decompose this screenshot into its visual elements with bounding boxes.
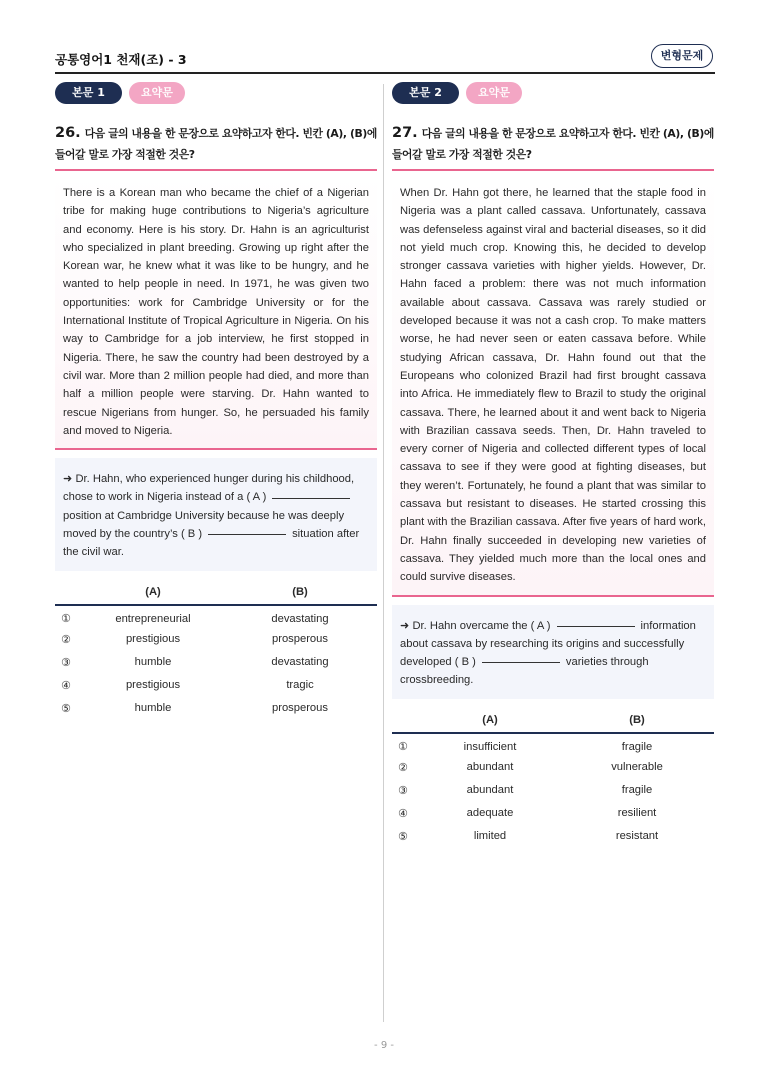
summary-tag: 요약문 bbox=[129, 82, 185, 104]
question-27 bbox=[392, 82, 714, 848]
choice-row[interactable] bbox=[55, 651, 377, 674]
choice-row[interactable] bbox=[392, 733, 714, 756]
summary-part-3: varieties through crossbreeding. bbox=[400, 656, 649, 687]
choice-b: fragile bbox=[621, 784, 653, 797]
choice-a: prestigious bbox=[125, 679, 181, 692]
column-a-header: (A) bbox=[83, 581, 223, 605]
summary-part-3: situation after the civil war. bbox=[63, 528, 360, 559]
passage-tag: 본문 1 bbox=[55, 82, 122, 104]
blank-a bbox=[272, 497, 350, 499]
choice-a: prestigious bbox=[125, 633, 181, 646]
choice-number: ④ bbox=[398, 806, 408, 820]
blank-b bbox=[482, 661, 560, 663]
choice-number: ⑤ bbox=[398, 829, 408, 843]
passage-tag: 본문 2 bbox=[392, 82, 459, 104]
column-b-header: (B) bbox=[560, 709, 714, 733]
choice-row[interactable] bbox=[392, 756, 714, 779]
choice-a: abundant bbox=[466, 784, 514, 797]
choice-a: adequate bbox=[466, 807, 514, 820]
choice-number: ② bbox=[398, 760, 408, 774]
choice-number: ⑤ bbox=[61, 701, 71, 715]
blank-b bbox=[208, 533, 286, 535]
summary-part-2: position at Cambridge University because he was deeply moved by the country’s ( B ) bbox=[63, 509, 345, 541]
summary-part-1: ➜ Dr. Hahn, who experienced hunger during his childhood, chose to work in Nigeria instead of a ( A ) bbox=[63, 473, 355, 504]
tag-row bbox=[55, 82, 377, 106]
choice-number: ② bbox=[61, 632, 71, 646]
choice-row[interactable] bbox=[55, 674, 377, 697]
summary-part-2: information about cassava by researching its origins and successfully developed ( B ) bbox=[400, 619, 696, 669]
passage-text: There is a Korean man who became the chief of a Nigerian tribe for making huge contributions to Nigeria’s agriculture and economy. Here is his story. Dr. Hahn is an agriculturist who specialized in plant breeding. Growing up right after the Korean war, he knew what it was like to be hungry, and he wanted to help people in need. In 1971, he was given two opportunities: work for Cambridge University or for the International Institute of Tropical Agriculture in Nigeria. On his way to Cambridge for a job interview, he first stopped in Nigeria. There, he saw the country had been destroyed by a civil war. More than 2 million people had died, and more than half a million people were starving. Dr. Hahn wanted to rescue Nigerians from hunger. So, he persuaded his family and moved to Nigeria. bbox=[55, 176, 377, 450]
choice-row[interactable] bbox=[55, 697, 377, 720]
choice-b: fragile bbox=[621, 740, 653, 753]
choice-b: tragic bbox=[286, 679, 314, 692]
choice-number: ④ bbox=[61, 678, 71, 692]
choice-a: limited bbox=[473, 830, 507, 843]
question-prompt bbox=[55, 123, 377, 171]
page-title: 공통영어1 천재(조) - 3 bbox=[55, 52, 187, 67]
choice-row[interactable] bbox=[55, 628, 377, 651]
blank-a bbox=[557, 625, 635, 627]
choice-row[interactable] bbox=[392, 802, 714, 825]
choice-number: ③ bbox=[61, 655, 71, 669]
choice-b: resistant bbox=[615, 830, 659, 843]
page-header bbox=[55, 44, 715, 74]
choice-a: abundant bbox=[466, 761, 514, 774]
question-text: 다음 글의 내용을 한 문장으로 요약하고자 한다. 빈칸 (A), (B)에 들어갈 말로 가장 적절한 것은? bbox=[55, 127, 377, 161]
choice-a: humble bbox=[134, 702, 172, 715]
column-divider bbox=[383, 84, 384, 1022]
summary-tag: 요약문 bbox=[466, 82, 522, 104]
summary-box bbox=[55, 458, 377, 570]
choice-b: prosperous bbox=[272, 633, 328, 646]
question-26 bbox=[55, 82, 377, 720]
choice-row[interactable] bbox=[392, 779, 714, 802]
choice-a: humble bbox=[134, 656, 172, 669]
choice-row[interactable] bbox=[55, 605, 377, 628]
choice-b: prosperous bbox=[272, 702, 328, 715]
type-badge: 변형문제 bbox=[651, 44, 713, 68]
choice-b: resilient bbox=[617, 807, 657, 820]
choice-b: devastating bbox=[271, 656, 329, 669]
tag-row bbox=[392, 82, 714, 106]
summary-part-1: ➜ Dr. Hahn overcame the ( A ) bbox=[400, 619, 551, 632]
column-b-header: (B) bbox=[223, 581, 377, 605]
answer-choices bbox=[55, 581, 377, 720]
passage-text: When Dr. Hahn got there, he learned that the staple food in Nigeria was a plant called cassava. Unfortunately, cassava was defenseless against viral and bacterial diseases, so it did not yield much crop. Knowing this, he decided to develop stronger cassava varieties with higher yields. However, Dr. Hahn faced a problem: there was not much information available about cassava. Cassava was rarely studied or developed because it was not a cash crop. To make matters worse, he had never seen or eaten cassava before. While studying African cassava, Dr. Hahn found out that the Europeans who colonized Brazil had first brought cassava into Africa. He immediately flew to Brazil to study the original cassava. There, he learned about it and went back to Nigeria with Brazilian cassava seeds. Then, Dr. Hahn traveled to every corner of Nigeria and collected different types of local cassava to see if they were good at fighting diseases, but they weren’t. Fortunately, he found a plant that was similar to cassava but resistant to diseases. He started crossing this plant with the Brazilian cassava. After five years of hard work, Dr. Hahn finally succeeded in developing new varieties of cassava. They yielded much more than the local ones and could survive diseases. bbox=[392, 176, 714, 597]
question-number: 27. bbox=[392, 125, 418, 141]
answer-choices bbox=[392, 709, 714, 848]
choice-a: insufficient bbox=[463, 740, 517, 753]
question-text: 다음 글의 내용을 한 문장으로 요약하고자 한다. 빈칸 (A), (B)에 들어갈 말로 가장 적절한 것은? bbox=[392, 127, 714, 161]
column-a-header: (A) bbox=[420, 709, 560, 733]
summary-box bbox=[392, 605, 714, 699]
choice-number: ① bbox=[61, 612, 71, 626]
question-prompt bbox=[392, 123, 714, 171]
choice-b: vulnerable bbox=[611, 761, 663, 774]
choice-row[interactable] bbox=[392, 825, 714, 848]
choice-number: ③ bbox=[398, 783, 408, 797]
choice-number: ① bbox=[398, 740, 408, 754]
page-number: - 9 - bbox=[374, 1040, 394, 1051]
choice-a: entrepreneurial bbox=[115, 612, 191, 625]
question-number: 26. bbox=[55, 125, 81, 141]
choice-b: devastating bbox=[271, 612, 329, 625]
